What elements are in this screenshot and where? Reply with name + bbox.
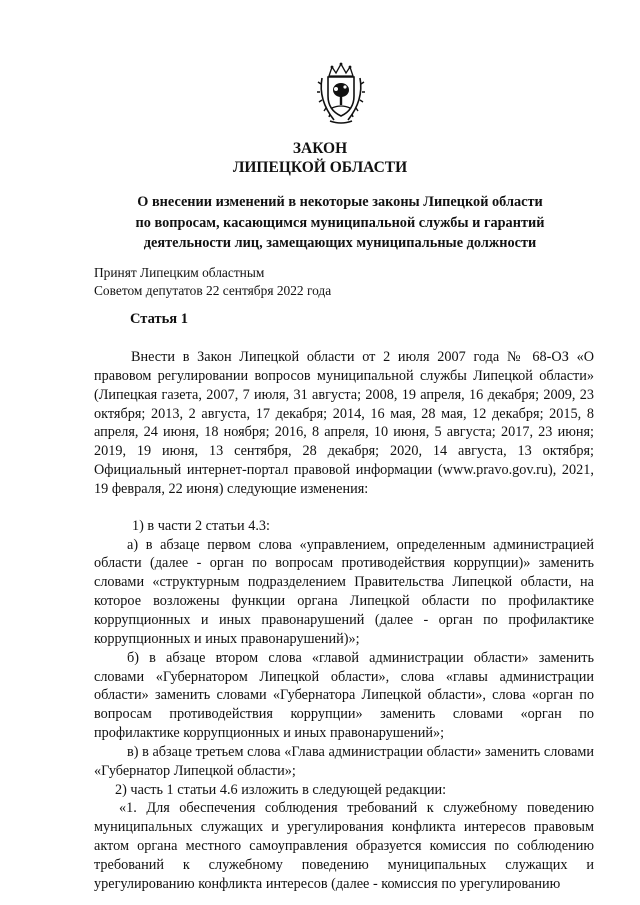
- article-item-2-quote: «1. Для обеспечения соблюдения требований к служебному поведению муниципальных служащих и урегулирования конфликта интересов правовым актом органа местного самоуправления образуется комиссия по соблюдению требований к служебному поведению муниципальных служащих и урегулированию конфликта интересов (далее - комиссия по урегулированию: [94, 800, 594, 892]
- subject-line: деятельности лиц, замещающих муниципальные должности: [143, 235, 537, 251]
- adoption-line: Советом депутатов 22 сентября 2022 года: [94, 282, 332, 298]
- article-body: [94, 348, 594, 894]
- article-heading: Статья 1: [130, 311, 188, 327]
- adoption-line: Принят Липецким областным: [94, 265, 265, 280]
- article-intro-paragraph: Внести в Закон Липецкой области от 2 июля 2007 года № 68-ОЗ «О правовом регулировании вопросов муниципальной службы Липецкой области» (Липецкая газета, 2007, 7 июля, 31 августа; 2008, 19 апреля, 16 декабря; 2009, 23 октября; 2013, 2 августа, 17 декабря; 2014, 16 мая, 28 мая, 12 декабря; 2015, 8 апреля, 24 июня, 18 ноября; 2016, 8 апреля, 10 июня, 5 августа; 2017, 23 июня; 2019, 19 июня, 13 сентября, 28 декабря; 2020, 14 августа, 13 октября; Официальный интернет-портал правовой информации (www.pravo.gov.ru), 2021, 19 февраля, 22 июня) следующие изменения:: [94, 349, 594, 497]
- subject-line: О внесении изменений в некоторые законы Липецкой области: [137, 194, 543, 210]
- subject-line: по вопросам, касающимся муниципальной службы и гарантий: [135, 214, 545, 231]
- law-region: ЛИПЕЦКОЙ ОБЛАСТИ: [232, 159, 408, 176]
- article-item-1a: а) в абзаце первом слова «управлением, определенным администрацией области (далее - орган по вопросам противодействия коррупции)» заменить словами «структурным подразделением Правительства Липецкой области, на которое возложены функции органа Липецкой области по профилактике коррупционных и иных правонарушений (далее - орган по профилактике коррупционных и иных правонарушений)»;: [94, 536, 594, 647]
- article-item-1: 1) в части 2 статьи 4.3:: [132, 517, 271, 534]
- adoption-note: [94, 264, 514, 299]
- article-item-1c: в) в абзаце третьем слова «Глава администрации области» заменить словами «Губернатор Липецкой области»;: [94, 743, 594, 779]
- article-item-2: 2) часть 1 статьи 4.6 изложить в следующей редакции:: [115, 781, 447, 798]
- article-item-1b: б) в абзаце втором слова «главой администрации области» заменить словами «Губернатором Липецкой области», слова «главы администрации области» заменить словами «Губернатора Липецкой области», слова «орган по вопросам противодействия коррупции» заменить словами «орган по профилактике коррупционных и иных правонарушений»;: [94, 649, 594, 742]
- law-subject: [80, 192, 600, 254]
- coat-of-arms-emblem: [316, 62, 366, 126]
- law-title: ЗАКОН: [292, 140, 348, 157]
